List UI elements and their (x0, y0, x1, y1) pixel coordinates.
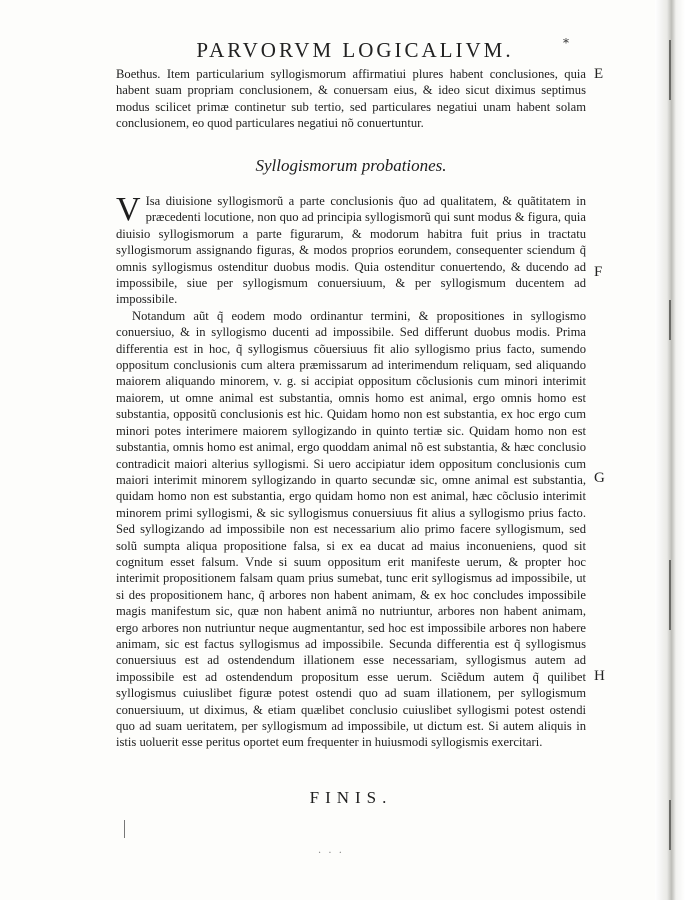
paragraph-1-text: Isa diuisione syllogismorũ a parte conclusionis q̃uo ad qualitatem, & quãtitatem in præcedenti locutione, non quo ad principia syllogismorũ qui sunt modus & figura, quia diuisio syllogismorum a parte figurarum, & modorum habitra fuit prius in tractatu syllogismorum assignando figuras, & modos proprios eorundem, consequenter sciendum q̃ omnis syllogismus ostenditur duobus modis. Quia ostenditur conuertendo, & ducendo ad impossibile, siue per syllogismum conuersiuum, & per syllogismum ducentem ad impossibile. (116, 194, 586, 307)
paragraph-1 (116, 193, 586, 308)
binding-stitch (669, 40, 671, 100)
marginal-letter-h: H (594, 668, 605, 684)
running-head: PARVORVM LOGICALIVM. (196, 38, 514, 62)
page-binding-edge (655, 0, 685, 900)
marginal-letter-g: G (594, 470, 605, 486)
marginal-letter-f: F (594, 264, 603, 280)
opening-paragraph: Boethus. Item particularium syllogismorum affirmatiui plures habent conclusiones, quia habent suam propriam conclusionem, & conuersam eius, & ideo sicut diximus septimus modus scilicet primæ continetur sub tertio, sed particulares negatiui unam habent solam conclusionem, eo quod particulares negatiui nõ conuertuntur. (116, 67, 586, 131)
foot-specks: · · · (318, 848, 344, 859)
main-text-block (116, 193, 586, 751)
finis-colophon: FINIS. (309, 788, 393, 807)
marginal-letter-e: E (594, 66, 604, 82)
binding-stitch (669, 800, 671, 850)
paragraph-2: Notandum aũt q̃ eodem modo ordinantur termini, & propositiones in syllogismo conuersiuo, & in syllogismo ducenti ad impossibile. Sed differunt duobus modis. Prima differentia est in hoc, q̃ syllogismus cõuersiuus fit alio syllogismo prius facto, sumendo oppositum conclusionis cum altera præmissarum ad interimendum reliquam, sed aliquando maiorem aliquando minorem, v. g. si accipiat oppositum cõclusionis cum minori interimit maiorem, ut omne animal est substantia, omnis homo est animal, ergo omnis homo est substantia, oppositũ conclusionis est hic. Quidam homo non est substantia, ex hoc ergo cum minori potes interimere maiorem syllogizando in quinto tertiæ sic. Quidam homo non est substantia, omnis homo est animal, ergo quoddam animal nõ est substantia, & hæc conclusio contradicit maiori alterius syllogismi. Si uero accipiatur idem oppositum conclusionis cum maiori interimit minorem syllogizando in quarto secundæ sic, omne animal est substantia, quidam homo non est substantia, ergo quidam homo non est animal, hæc cõclusio interimit minorem primi syllogismi, & sic syllogismus conuersiuus fit alius a syllogismo prius facto. Sed syllogizando ad impossibile non est necessarium alio primo facere syllogismum, sed solũ sumpta aliqua propositione falsa, si ex ea ducat ad maius inconueniens, quod sit cognitum esset falsum. Vnde si suum oppositum erit manifeste uerum, & propter hoc interimit propositionem falsam quam prius sumebat, tunc erit syllogismus ad impossibile, ut si des propositionem hanc, q̃ arbores non habent animam, & ex hoc concludes impossibile magis manifestum sic, quæ non habent animã no nutriuntur, arbores non habent animam, ergo arbores non nutriuntur neque augmentantur, sed hoc est impossibile arbores non habere animam, sic est factus syllogismus ad impossibile. Secunda differentia est q̃ syllogismus conuersiuus est ad ostendendum illationem esse necessariam, syllogismus autem ad impossibile est ad ostendendum propositum esse uerum. Sciẽdum autem q̃ quilibet syllogismus cuiuslibet figuræ potest ostendi quo ad suam illationem, per syllogismum conuersiuum, ut diximus, & etiam quælibet conclusio cuiuslibet syllogismi potest ostendi quo ad suam ueritatem, per syllogismum ad impossibile, ut dictum est. Si autem aliquis in istis uoluerit esse peritus oportet eum frequenter in huiusmodi syllogismis exercitari. (116, 308, 586, 750)
head-mark: * (563, 36, 569, 50)
section-title: Syllogismorum probationes. (255, 156, 447, 175)
binding-stitch (669, 300, 671, 340)
opening-paragraph-block (116, 66, 586, 132)
drop-cap: V (116, 191, 141, 228)
binding-stitch (669, 560, 671, 630)
margin-tick-mark (124, 820, 125, 838)
